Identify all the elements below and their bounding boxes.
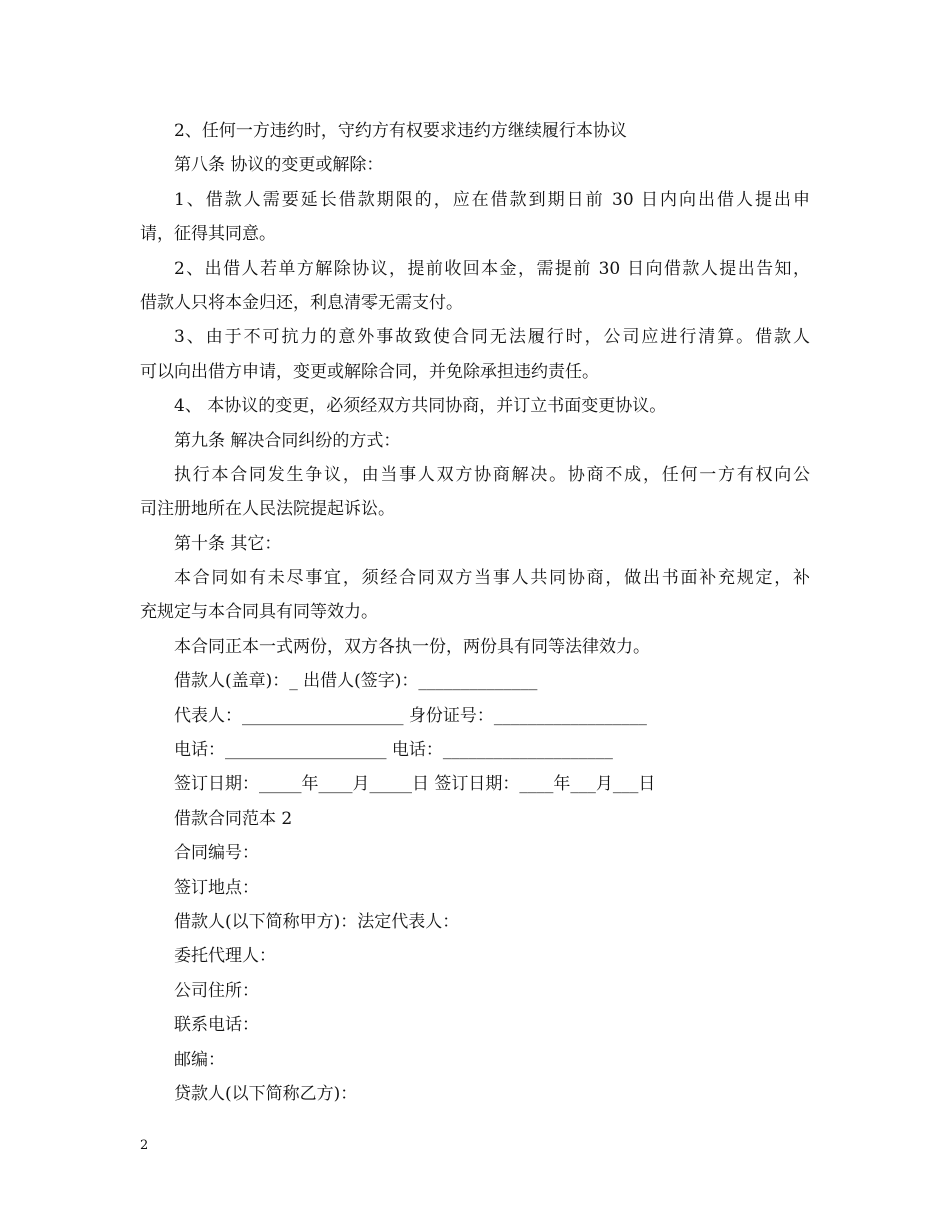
article-10-text-line-2: 充规定与本合同具有同等效力。 <box>140 602 378 623</box>
contract-number-field: 合同编号： <box>174 843 259 864</box>
clause-8-item-1-line-1: 1、借款人需要延长借款期限的，应在借款到期日前 30 日内向出借人提出申 <box>174 189 810 210</box>
copies-statement: 本合同正本一式两份，双方各执一份，两份具有同等法律效力。 <box>174 636 650 657</box>
document-body <box>140 114 810 1111</box>
clause-8-item-4: 4、 本协议的变更，必须经双方共同协商，并订立书面变更协议。 <box>174 396 667 417</box>
signature-line-date: 签订日期：_____年____月_____日 签订日期：____年___月___日 <box>174 774 656 795</box>
borrower-party-a-field: 借款人(以下简称甲方)：法定代表人： <box>174 911 460 932</box>
lender-party-b-field: 贷款人(以下简称乙方)： <box>174 1083 358 1104</box>
page-number: 2 <box>140 1138 149 1153</box>
article-8-heading: 第八条 协议的变更或解除： <box>174 155 384 176</box>
clause-8-item-2-line-2: 借款人只将本金归还，利息清零无需支付。 <box>140 292 463 313</box>
signing-place-field: 签订地点： <box>174 877 259 898</box>
article-10-heading: 第十条 其它： <box>174 533 282 554</box>
postal-code-field: 邮编： <box>174 1049 225 1070</box>
signature-line-parties: 借款人(盖章)：_ 出借人(签字)：______________ <box>174 671 538 692</box>
company-address-field: 公司住所： <box>174 980 259 1001</box>
contact-phone-field: 联系电话： <box>174 1015 259 1036</box>
template-2-title: 借款合同范本 2 <box>174 808 293 829</box>
clause-8-item-2-line-1: 2、出借人若单方解除协议，提前收回本金，需提前 30 日向借款人提出告知， <box>174 258 810 279</box>
signature-line-phone: 电话：___________________ 电话：____________________ <box>174 740 613 761</box>
clause-7-item-2: 2、任何一方违约时，守约方有权要求违约方继续履行本协议 <box>174 121 627 141</box>
clause-8-item-3-line-2: 可以向出借方申请，变更或解除合同，并免除承担违约责任。 <box>140 361 599 382</box>
article-9-text-line-1: 执行本合同发生争议，由当事人双方协商解决。协商不成，任何一方有权向公 <box>174 464 810 485</box>
clause-8-item-1-line-2: 请，征得其同意。 <box>140 224 276 245</box>
clause-8-item-3-line-1: 3、由于不可抗力的意外事故致使合同无法履行时，公司应进行清算。借款人 <box>174 327 810 348</box>
article-10-text-line-1: 本合同如有未尽事宜，须经合同双方当事人共同协商，做出书面补充规定，补 <box>174 568 810 589</box>
agent-field: 委托代理人： <box>174 946 276 967</box>
article-9-text-line-2: 司注册地所在人民法院提起诉讼。 <box>140 499 395 520</box>
article-9-heading: 第九条 解决合同纠纷的方式： <box>174 430 401 451</box>
signature-line-representative: 代表人：___________________ 身份证号：__________________ <box>174 705 647 726</box>
